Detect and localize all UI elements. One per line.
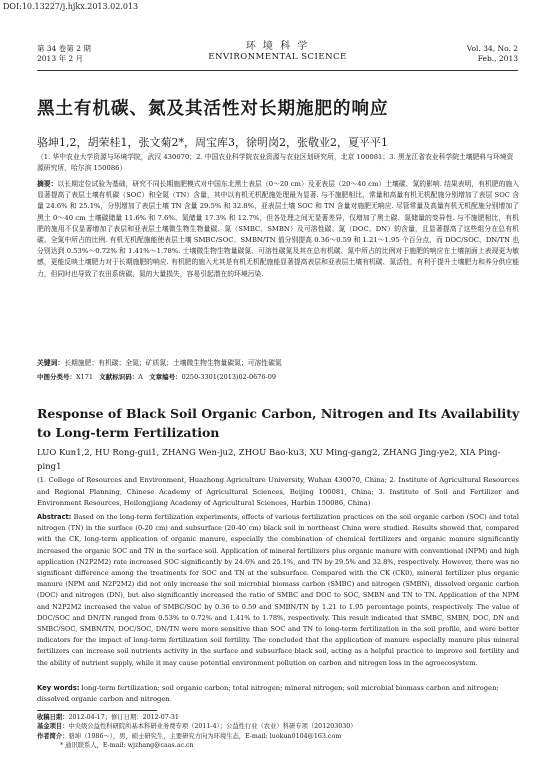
keywords-en (37, 683, 519, 705)
clc-value: X171 (76, 373, 94, 381)
fund-label: 基金项目： (37, 723, 69, 731)
date-cn: 2013 年 2 月 (37, 54, 84, 63)
abstract-en (37, 512, 519, 669)
footnote-rule (37, 710, 157, 711)
volume-en: Vol. 34, No. 2 (466, 44, 518, 53)
keywords-cn-label: 关键词： (37, 359, 65, 367)
abstract-en-label: Abstract: (37, 513, 72, 521)
author-bio-value: 骆坤（1986～），男，硕士研究生，主要研究方向为环境生态，E-mail: luokun0104@163.com (68, 732, 342, 740)
classification-cn (37, 372, 519, 381)
doc-code-label: 文献标识码： (99, 373, 139, 381)
header-rule (37, 70, 518, 71)
date-en: Feb., 2013 (477, 54, 518, 63)
abstract-cn (37, 179, 519, 280)
article-no-label: 文章编号： (149, 373, 182, 381)
corresponding-author: * 通讯联系人，E-mail: wjzhang@caas.ac.cn (60, 742, 194, 750)
clc-label: 中图分类号： (37, 373, 76, 381)
keywords-en-label: Key words: (37, 684, 80, 692)
keywords-en-text: long-term fertilization; soil organic carbon; total nitrogen; mineral nitrogen; soil microbial biomass carbon and nitrogen; dissolved organic carbon and nitrogen (37, 684, 499, 703)
article-no-value: 0250-3301(2013)02-0676-09 (181, 373, 277, 381)
volume-cn: 第 34 卷第 2 期 (37, 44, 91, 53)
header-right (467, 44, 518, 64)
footnotes (37, 713, 519, 751)
abstract-cn-label: 摘要： (37, 180, 58, 188)
affiliations-en: (1. College of Resources and Environment, Huazhong Agriculture University, Wuhan 430070, China; 2. Institute of Agricultural Resources and Regional Planning, Chinese Academy of Agricultural Sciences, Beijing 100081, China; 3. Institute of Soil and Fertilizer and Environment Resources, Heilongjiang Academy of Agricultural Sciences, Harbin 150086, China) (37, 476, 519, 508)
doi-line: DOI:10.13227/j.hjkx.2013.02.013 (3, 2, 139, 11)
received-value: 2012-04-17；修订日期：2012-07-31 (68, 714, 179, 721)
keywords-cn (37, 358, 519, 369)
journal-name-cn: 环 境 科 学 (245, 41, 310, 52)
doc-code-value: A (138, 373, 143, 381)
journal-name-en: ENVIRONMENTAL SCIENCE (208, 52, 347, 62)
abstract-cn-text: 以长期定位试验为基础，研究不同长期施肥模式对中国东北黑土表层（0～20 cm）及亚表层（20～40 cm）土壤碳、氮的影响. 结果表明，有机肥的施入显著提高了表层土壤有机碳（SOC）和全氮（TN）含量，其中以有机无机配施处理最为显著. 与不施肥相比，常量和高量有机无机配施分别增加了表层 SOC 含量 24.6% 和 25.1%，分别增加了表层土壤 TN 含量 29.5% 和 32.8%，亚表层土壤 SOC 和 TN 含量对施肥无响应. 尽管常量及高量有机无机配施分别增加了黑土 0～40 cm 土壤碳储量 11.6% 和 7.6%、氮储量 17.3% 和 12.7%，但各处理之间无显著差异，仅增加了黑土碳、氮储量的变异性. 与不施肥相比，有机肥的施用不仅显著增加了表层和亚表层土壤微生物生物量碳、氮（SMBC、SMBN）及可溶性碳、氮（DOC、DN）的含量，且显著提高了这些组分在总有机碳、全氮中所占的比例. 有机无机配施能使表层土壤 SMBC/SOC、SMBN/TN 值分别提高 0.36～0.59 和 1.21～1.95 个百分点，而 DOC/SOC、DN/TN 也分别达到 0.53%～0.72% 和 1.41%～1.78%. 土壤微生物生物量碳氮、可溶性碳氮及其在总有机碳、氮中所占的比例对于施肥的响应在土壤剖面上表现更为敏感，更能反映土壤肥力对于长期施肥的响应. 有机肥的施入尤其是有机无机配施能显著提高表层和亚表层土壤有机碳、氮活性，有利于提升土壤肥力和养分供应能力，但同时也导致了农田系统碳、氮的大量损失，容易引起潜在的环境污染. (37, 180, 520, 278)
title-en: Response of Black Soil Organic Carbon, Nitrogen and Its Availability to Long-term Fertilization (37, 406, 520, 440)
author-bio-label: 作者简介： (37, 732, 69, 740)
authors-en: LUO Kun1,2, HU Rong-gui1, ZHANG Wen-ju2, ZHOU Bao-ku3, XU Ming-gang2, ZHANG Jing-ye2, XIA Ping-ping1 (37, 448, 501, 472)
keywords-cn-text: 长期施肥；有机碳；全氮；矿质氮；土壤微生物生物量碳氮；可溶性碳氮 (64, 359, 282, 367)
affiliations-cn: （1. 华中农业大学资源与环境学院，武汉 430070；2. 中国农业科学院农业资源与农业区划研究所，北京 100081；3. 黑龙江省农业科学院土壤肥料与环境资源研究所，哈尔滨 150086） (37, 153, 514, 172)
abstract-en-text: Based on the long-term fertilization experiments, effects of various fertilization practices on the soil organic carbon (SOC) and total nitrogen (TN) in the surface (0-20 cm) and subsurface (20-40 cm) black soil in northeast China were studied. Results showed that, compared with the CK, long-term application of organic manure, especially the combination of chemical fertilizers and organic manure significantly increased the organic SOC and TN in the surface soil. Application of mineral fertilizers plus organic manure with conventional (NPM) and high application (N2P2M2) rate increased SOC significantly by 24.6% and 25.1%, and TN by 29.5% and 32.8%, respectively. However, there was no significant difference among the treatments for SOC and TN at the subsurface. Compared with the CK (CK0), mineral fertilizer plus organic manure (NPM and N2P2M2) did not only increase the soil microbial biomass carbon (SMBC) and nitrogen (SMBN), dissolved organic carbon (DOC) and nitrogen (DN), but also significantly increased the ratio of SMBC and DOC to SOC, SMBN and TN to TN. Application of the NPM and N2P2M2 increased the value of SMBC/SOC by 0.36 to 0.59 and SMBN/TN by 1.21 to 1.95 percentage points, respectively. The value of DOC/SOC and DN/TN ranged from 0.53% to 0.72% and 1.41% to 1.78%, respectively. This result indicated that SMBC, SMBN, DOC, DN and SMBC/SOC, SMBN/TN, DOC/SOC, DN/TN were more sensitive than SOC and TN to long-term fertilization in the soil profile, and were better indicators for the impact of long-term fertilization soil fertility. The concluded that the application of manure especially manure plus mineral fertilizers can increase soil nutrients activity in the surface and subsurface black soil, acting as a helpful practice to improve soil fertility and the ability of nutrient supply, while it may cause potential environment pollution on carbon and nitrogen loss in the agroecosystem. (37, 513, 519, 667)
fund-value: 中央级公益性科研院所基本科研业务费专项（2011-4）；公益性行业（农业）科研专项（201203030） (68, 723, 357, 731)
received-label: 收稿日期： (37, 714, 69, 721)
title-cn: 黑土有机碳、氮及其活性对长期施肥的响应 (37, 99, 389, 119)
authors-cn: 骆坤1,2，胡荣桂1，张文菊2*，周宝库3，徐明岗2，张敬业2，夏平平1 (37, 136, 388, 149)
